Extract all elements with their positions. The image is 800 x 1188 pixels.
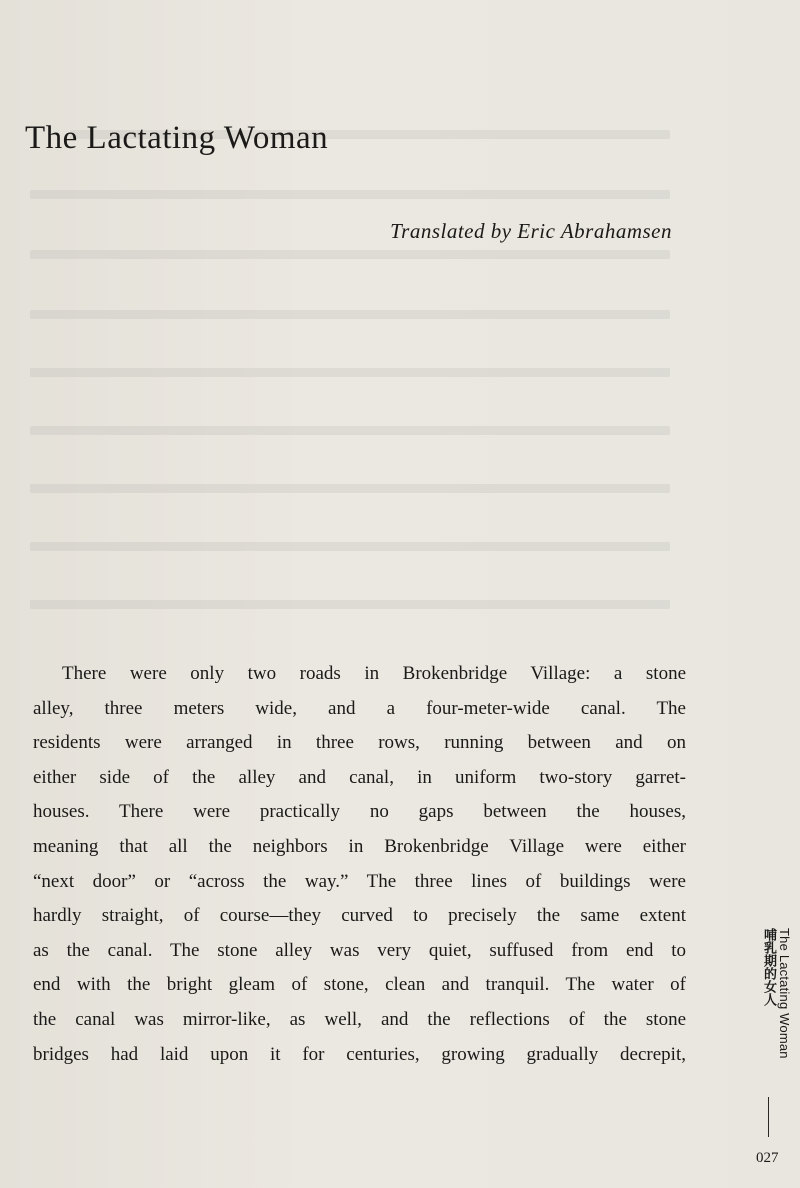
text-line: as the canal. The stone alley was very quiet, suffused from end to	[33, 939, 686, 961]
text-line: the canal was mirror-like, as well, and the reflections of the stone	[33, 1008, 686, 1030]
text-line: end with the bright gleam of stone, clean and tranquil. The water of	[33, 974, 686, 996]
text-line: meaning that all the neighbors in Brokenbridge Village were either	[33, 835, 686, 857]
page-number: 027	[756, 1150, 779, 1166]
text-line: hardly straight, of course—they curved to precisely the same extent	[33, 905, 686, 927]
running-head-english: The Lactating Woman	[777, 928, 792, 1059]
running-head	[761, 928, 797, 1088]
body-paragraph	[33, 657, 686, 1072]
text-line: “next door” or “across the way.” The three lines of buildings were	[33, 870, 686, 892]
running-head-chinese: 哺乳期的女人	[761, 928, 776, 1006]
story-title: The Lactating Woman	[25, 120, 329, 156]
running-head-rule	[768, 1097, 769, 1137]
text-line: houses. There were practically no gaps between the houses,	[33, 801, 686, 823]
text-line: bridges had laid upon it for centuries, growing gradually decrepit,	[33, 1043, 686, 1065]
text-line: alley, three meters wide, and a four-meter-wide canal. The	[33, 697, 686, 719]
text-line: either side of the alley and canal, in uniform two-story garret-	[33, 766, 686, 788]
text-line: residents were arranged in three rows, running between and on	[33, 732, 686, 754]
translator-credit: Translated by Eric Abrahamsen	[390, 219, 672, 243]
text-line: There were only two roads in Brokenbridge Village: a stone	[62, 663, 686, 684]
